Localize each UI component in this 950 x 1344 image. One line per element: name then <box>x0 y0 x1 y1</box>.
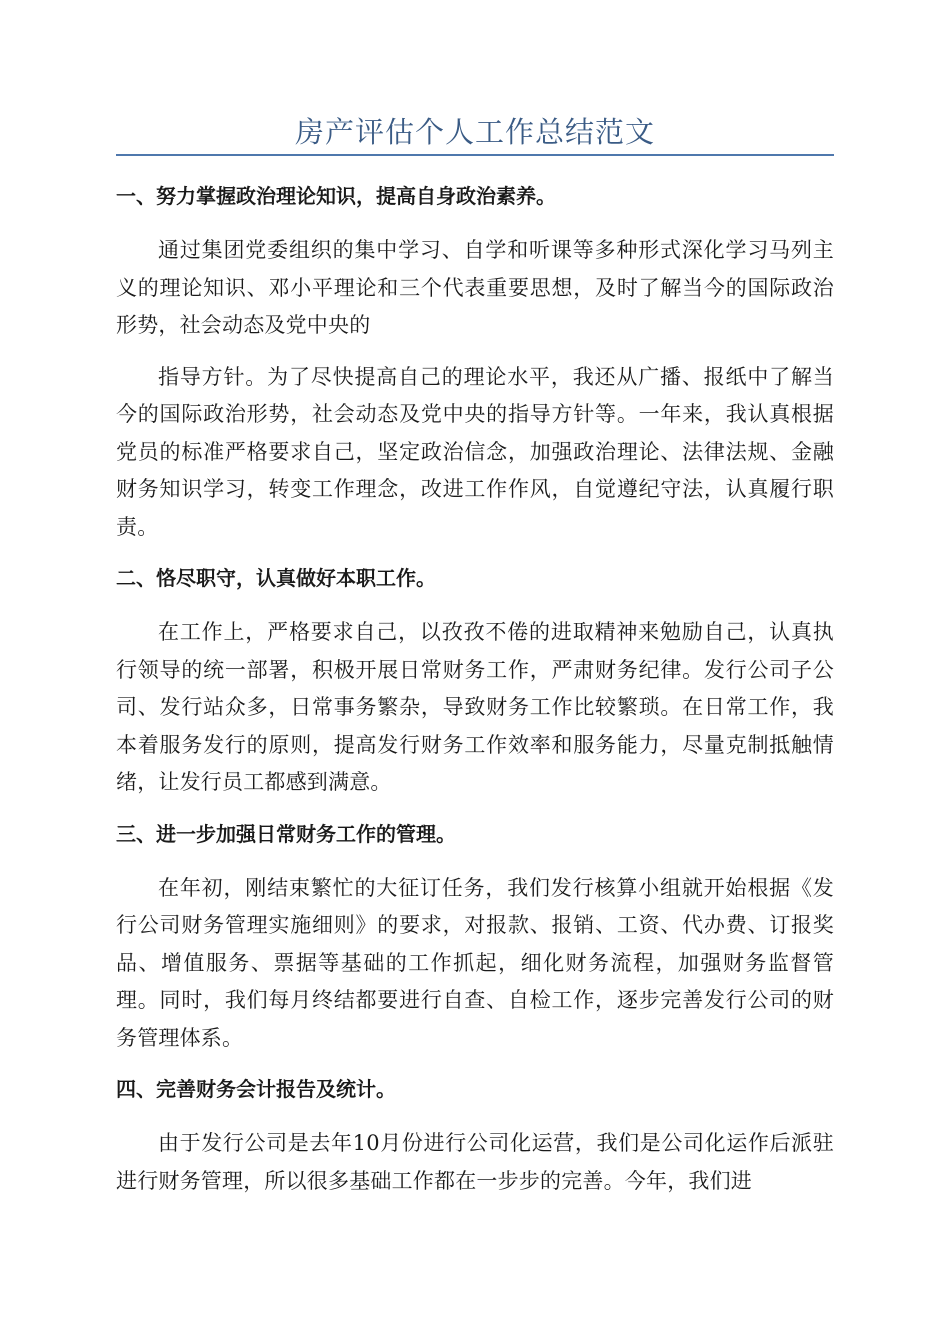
section-heading: 二、恪尽职守，认真做好本职工作。 <box>116 566 436 590</box>
paragraph: 通过集团党委组织的集中学习、自学和听课等多种形式深化学习马列主义的理论知识、邓小平理论和三个代表重要思想，及时了解当今的国际政治形势，社会动态及党中央的 <box>116 238 834 337</box>
section-heading: 三、进一步加强日常财务工作的管理。 <box>116 821 456 846</box>
section-4 <box>116 1071 834 1200</box>
title-divider <box>116 154 834 156</box>
section-2 <box>116 560 834 802</box>
section-3 <box>116 816 834 1058</box>
section-1 <box>116 178 834 546</box>
section-heading: 一、努力掌握政治理论知识，提高自身政治素养。 <box>116 184 556 208</box>
page-title: 房产评估个人工作总结范文 <box>294 115 655 149</box>
paragraph: 在年初，刚结束繁忙的大征订任务，我们发行核算小组就开始根据《发行公司财务管理实施细则》的要求，对报款、报销、工资、代办费、订报奖品、增值服务、票据等基础的工作抓起，细化财务流程，加强财务监督管理。同时，我们每月终结都要进行自查、自检工作，逐步完善发行公司的财务管理体系。 <box>116 875 834 1050</box>
paragraph: 指导方针。为了尽快提高自己的理论水平，我还从广播、报纸中了解当今的国际政治形势，社会动态及党中央的指导方针等。一年来，我认真根据党员的标准严格要求自己，坚定政治信念，加强政治理论、法律法规、金融财务知识学习，转变工作理念，改进工作作风，自觉遵纪守法，认真履行职责。 <box>116 364 834 539</box>
document-body <box>116 178 834 1214</box>
section-heading: 四、完善财务会计报告及统计。 <box>116 1077 396 1101</box>
paragraph: 在工作上，严格要求自己，以孜孜不倦的进取精神来勉励自己，认真执行领导的统一部署，积极开展日常财务工作，严肃财务纪律。发行公司子公司、发行站众多，日常事务繁杂，导致财务工作比较繁琐。在日常工作，我本着服务发行的原则，提高发行财务工作效率和服务能力，尽量克制抵触情绪，让发行员工都感到满意。 <box>116 620 834 794</box>
paragraph: 由于发行公司是去年10月份进行公司化运营，我们是公司化运作后派驻进行财务管理，所以很多基础工作都在一步步的完善。今年，我们进 <box>116 1131 834 1193</box>
